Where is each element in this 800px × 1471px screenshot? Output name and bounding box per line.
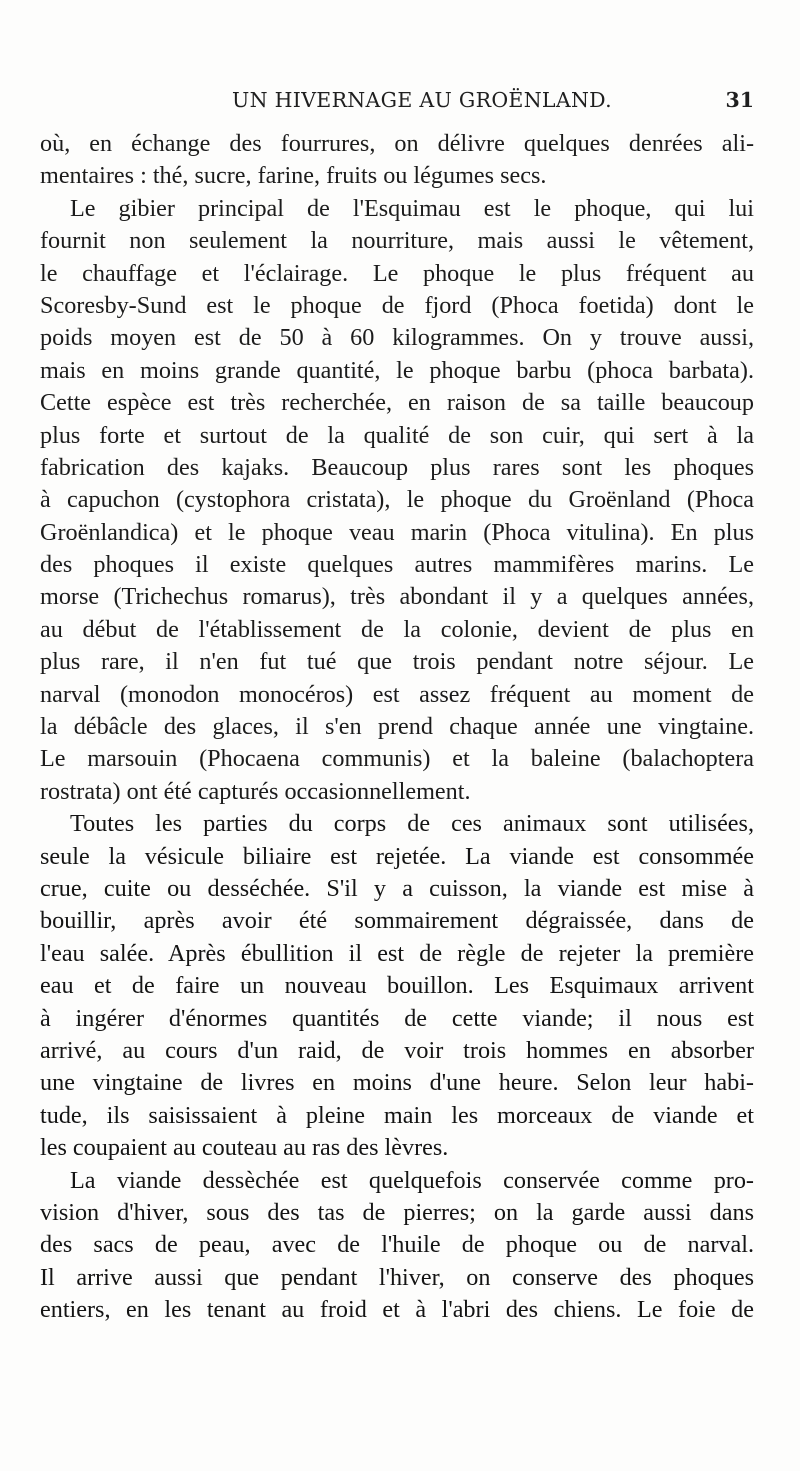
text-line: Toutes les parties du corps de ces animaux sont utilisées, [70, 810, 754, 838]
page-header [40, 88, 762, 120]
text-line: Groënlandica) et le phoque veau marin (Phoca vitulina). En plus [40, 518, 754, 546]
text-line: tude, ils saisissaient à pleine main les morceaux de viande et [40, 1101, 754, 1129]
text-line: seule la vésicule biliaire est rejetée. La viande est consommée [40, 842, 754, 870]
text-line: fournit non seulement la nourriture, mais aussi le vêtement, [40, 227, 754, 255]
body-text [40, 128, 754, 1326]
text-line: mais en moins grande quantité, le phoque barbu (phoca barbata). [40, 356, 754, 384]
text-line: les coupaient au couteau au ras des lèvres. [40, 1134, 449, 1162]
text-line: rostrata) ont été capturés occasionnellement. [40, 777, 471, 805]
text-line: à capuchon (cystophora cristata), le phoque du Groënland (Phoca [40, 486, 754, 514]
text-line: des sacs de peau, avec de l'huile de phoque ou de narval. [40, 1231, 754, 1259]
text-line: où, en échange des fourrures, on délivre quelques denrées ali- [40, 130, 754, 157]
text-line: arrivé, au cours d'un raid, de voir trois hommes en absorber [40, 1036, 754, 1064]
text-line: le chauffage et l'éclairage. Le phoque le plus fréquent au [40, 259, 754, 287]
text-line: crue, cuite ou desséchée. S'il y a cuisson, la viande est mise à [40, 874, 754, 902]
text-line: Le marsouin (Phocaena communis) et la baleine (balachoptera [40, 745, 754, 773]
text-line: plus rare, il n'en fut tué que trois pendant notre séjour. Le [40, 648, 754, 676]
text-line: entiers, en les tenant au froid et à l'abri des chiens. Le foie de [40, 1296, 754, 1324]
text-line: Cette espèce est très recherchée, en raison de sa taille beaucoup [40, 389, 754, 417]
text-line: à ingérer d'énormes quantités de cette viande; il nous est [40, 1004, 754, 1032]
text-line: poids moyen est de 50 à 60 kilogrammes. On y trouve aussi, [40, 324, 754, 352]
text-line: plus forte et surtout de la qualité de son cuir, qui sert à la [40, 421, 754, 449]
page-number: 31 [725, 88, 754, 112]
text-line: mentaires : thé, sucre, farine, fruits ou légumes secs. [40, 162, 547, 190]
text-line: des phoques il existe quelques autres mammifères marins. Le [40, 551, 754, 579]
text-line: une vingtaine de livres en moins d'une heure. Selon leur habi- [40, 1069, 754, 1097]
text-line: Il arrive aussi que pendant l'hiver, on conserve des phoques [40, 1263, 754, 1291]
text-line: vision d'hiver, sous des tas de pierres; on la garde aussi dans [40, 1198, 754, 1226]
running-head: UN HIVERNAGE AU GROËNLAND. [232, 88, 613, 112]
text-line: Scoresby-Sund est le phoque de fjord (Phoca foetida) dont le [40, 291, 754, 319]
text-line: La viande dessèchée est quelquefois conservée comme pro- [70, 1166, 754, 1194]
text-line: au début de l'établissement de la colonie, devient de plus en [40, 615, 754, 643]
text-line: narval (monodon monocéros) est assez fréquent au moment de [40, 680, 754, 708]
text-line: Le gibier principal de l'Esquimau est le phoque, qui lui [70, 194, 754, 222]
text-line: bouillir, après avoir été sommairement dégraissée, dans de [40, 907, 754, 935]
text-line: fabrication des kajaks. Beaucoup plus rares sont les phoques [40, 453, 754, 481]
text-line: l'eau salée. Après ébullition il est de règle de rejeter la première [40, 939, 754, 967]
text-line: morse (Trichechus romarus), très abondant il y a quelques années, [40, 583, 754, 611]
text-line: eau et de faire un nouveau bouillon. Les Esquimaux arrivent [40, 972, 754, 1000]
text-line: la débâcle des glaces, il s'en prend chaque année une vingtaine. [40, 713, 754, 741]
